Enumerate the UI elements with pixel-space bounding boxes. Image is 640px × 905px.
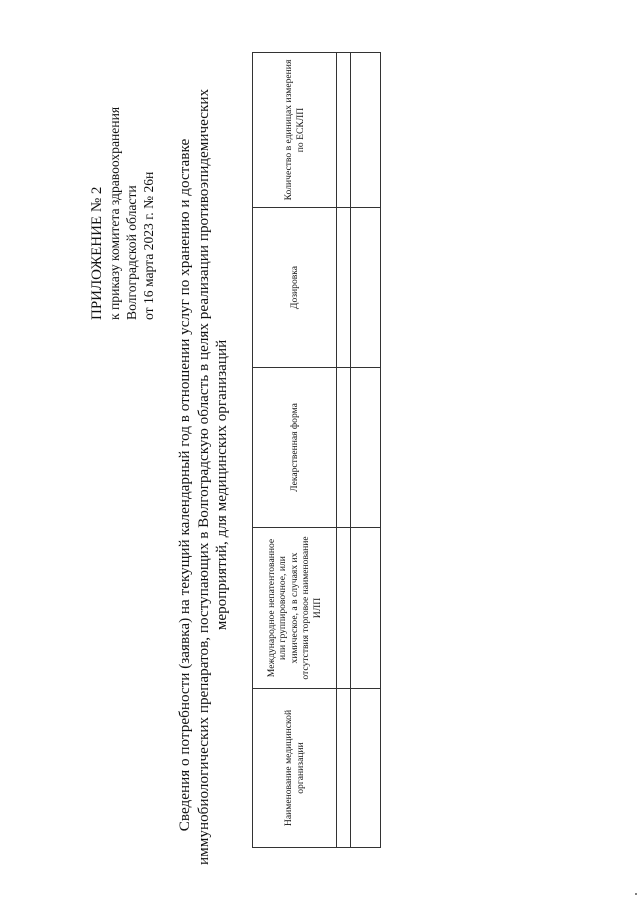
table-row — [351, 53, 381, 848]
column-header-dosage: Дозировка — [253, 208, 337, 368]
appendix-order-line: к приказу комитета здравоохранения — [107, 106, 122, 320]
table-cell[interactable] — [337, 208, 351, 368]
appendix-block — [88, 0, 157, 320]
needs-table — [252, 52, 381, 848]
table-row — [337, 53, 351, 848]
table-cell[interactable] — [337, 368, 351, 528]
heading-line-2: иммунобиологических препаратов, поступающих в Волгоградскую область в целях реализации противоэпидемических — [194, 88, 212, 865]
appendix-title: ПРИЛОЖЕНИЕ № 2 — [89, 186, 105, 320]
heading-line-3: мероприятий, для медицинских организаций — [213, 339, 230, 631]
scan-speck — [635, 893, 637, 895]
column-header-organization: Наименование медицинской организации — [253, 689, 337, 848]
table-header-row — [253, 53, 337, 848]
table-cell[interactable] — [337, 689, 351, 848]
table-cell[interactable] — [337, 53, 351, 208]
column-header-drug-name: Международное непатентованное или группировочное, или химическое, а в случаях их отсутствия торговое наименование ИЛП — [253, 528, 337, 689]
column-header-dosage-form: Лекарственная форма — [253, 368, 337, 528]
appendix-date-line: от 16 марта 2023 г. № 26н — [141, 171, 156, 320]
table-cell[interactable] — [351, 689, 381, 848]
appendix-region-line: Волгоградской области — [124, 185, 139, 320]
table-cell[interactable] — [351, 53, 381, 208]
table-cell[interactable] — [337, 528, 351, 689]
table-cell[interactable] — [351, 528, 381, 689]
document-heading — [176, 88, 232, 865]
heading-line-1: Сведения о потребности (заявка) на текущий календарный год в отношении услуг по хранению и доставке — [176, 138, 193, 832]
table-cell[interactable] — [351, 208, 381, 368]
column-header-quantity: Количество в единицах измерения по ЕСКЛП — [253, 53, 337, 208]
table-cell[interactable] — [351, 368, 381, 528]
